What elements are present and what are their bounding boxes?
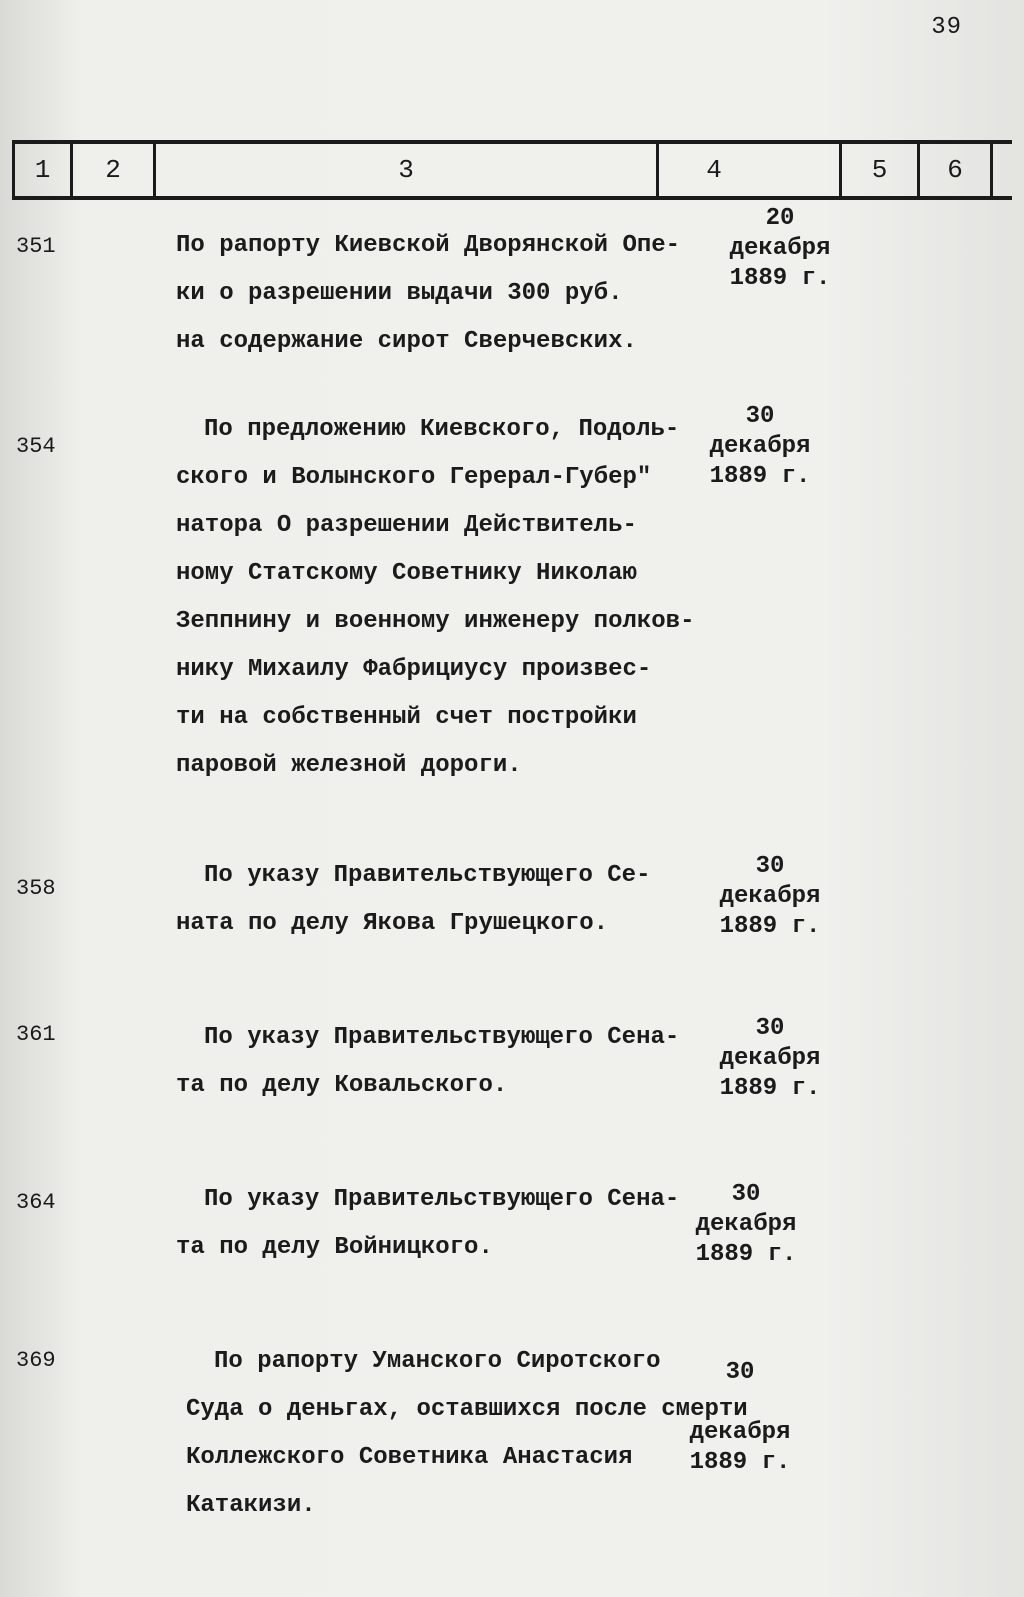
text-line: ната по делу Якова Грушецкого. (176, 910, 609, 937)
entry-number: 358 (16, 876, 56, 901)
date-month: декабря (729, 235, 831, 262)
entry-date (660, 1358, 820, 1478)
entry-number: 351 (16, 234, 56, 259)
date-year: 1889 г. (709, 463, 811, 490)
text-line: на содержание сирот Сверчевских. (176, 328, 637, 355)
entry-date (710, 204, 850, 294)
date-year: 1889 г. (719, 913, 821, 940)
text-line: Суда о деньгах, оставшихся после смерти (186, 1396, 748, 1423)
entry-text (176, 406, 726, 790)
date-day: 30 (725, 1359, 755, 1386)
column-header-4-blank (769, 144, 839, 196)
entry-text (176, 852, 726, 948)
date-day: 30 (745, 403, 775, 430)
date-day: 20 (765, 205, 795, 232)
date-year: 1889 г. (689, 1449, 791, 1476)
entry-number: 364 (16, 1190, 56, 1215)
text-line: По указу Правительствующего Се- (204, 862, 651, 889)
column-header-6: 6 (917, 144, 993, 196)
entry-date (676, 1180, 816, 1270)
page-number: 39 (931, 14, 962, 41)
entry-number: 369 (16, 1348, 56, 1373)
entry-date (690, 402, 830, 492)
column-header-2: 2 (70, 144, 153, 196)
date-month: декабря (695, 1211, 797, 1238)
date-year: 1889 г. (719, 1075, 821, 1102)
date-month: декабря (689, 1419, 791, 1446)
column-header-4: 4 (656, 144, 769, 196)
date-month: декабря (709, 433, 811, 460)
text-line: ти на собственный счет постройки (176, 704, 637, 731)
entry-number: 361 (16, 1022, 56, 1047)
entry-date (700, 852, 840, 942)
text-line: ному Статскому Советнику Николаю (176, 560, 637, 587)
column-header-3: 3 (153, 144, 656, 196)
column-header-1: 1 (12, 144, 70, 196)
entry-text (176, 1014, 726, 1110)
text-line: нику Михаилу Фабрициусу произвес- (176, 656, 652, 683)
text-line: По рапорту Уманского Сиротского (214, 1348, 661, 1375)
date-year: 1889 г. (695, 1241, 797, 1268)
text-line: По указу Правительствующего Сена- (204, 1186, 680, 1213)
text-line: Зеппнину и военному инженеру полков- (176, 608, 695, 635)
date-day: 30 (755, 853, 785, 880)
column-header-5: 5 (839, 144, 917, 196)
text-line: ского и Волынского Герерал-Губер" (176, 464, 652, 491)
table-header (12, 140, 1012, 200)
entry-text (176, 1176, 726, 1272)
text-line: ки о разрешении выдачи 300 руб. (176, 280, 623, 307)
text-line: та по делу Войницкого. (176, 1234, 493, 1261)
text-line: По предложению Киевского, Подоль- (204, 416, 680, 443)
text-line: По указу Правительствующего Сена- (204, 1024, 680, 1051)
entry-date (700, 1014, 840, 1104)
text-line: натора О разрешении Действитель- (176, 512, 637, 539)
date-month: декабря (719, 883, 821, 910)
text-line: Коллежского Советника Анастасия (186, 1444, 633, 1471)
date-day: 30 (731, 1181, 761, 1208)
entry-number: 354 (16, 434, 56, 459)
text-line: паровой железной дороги. (176, 752, 522, 779)
date-year: 1889 г. (729, 265, 831, 292)
text-line: Катакизи. (186, 1492, 316, 1519)
date-month: декабря (719, 1045, 821, 1072)
entry-text (176, 222, 726, 366)
text-line: та по делу Ковальского. (176, 1072, 508, 1099)
text-line: По рапорту Киевской Дворянской Опе- (176, 232, 681, 259)
date-spacer (660, 1388, 820, 1418)
date-day: 30 (755, 1015, 785, 1042)
